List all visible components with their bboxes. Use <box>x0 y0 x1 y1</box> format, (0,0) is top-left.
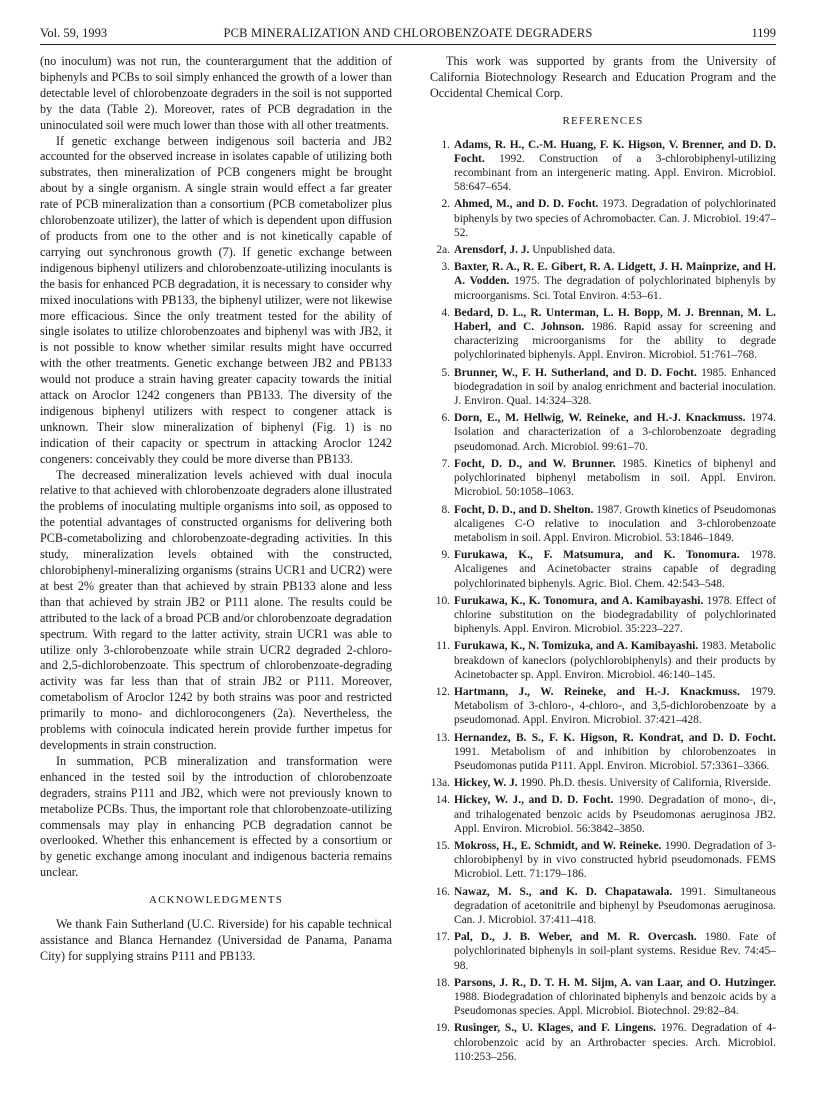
reference-number: 17. <box>435 931 450 944</box>
reference-number: 15. <box>435 839 450 852</box>
reference-item <box>430 503 776 546</box>
reference-list <box>430 138 776 1064</box>
reference-citation: 1985. Kinetics of biphenyl and polychlorinated biphenyl metabolism in soil. Appl. Environ. Microbiol. 50:1058–1063. <box>454 457 776 499</box>
reference-number: 8. <box>441 503 450 516</box>
reference-authors: Dorn, E., M. Hellwig, W. Reineke, and H.-J. Knackmuss. <box>454 412 746 425</box>
reference-item <box>430 776 776 790</box>
reference-item <box>430 685 776 728</box>
right-column <box>430 54 776 1067</box>
reference-citation: 1978. Alcaligenes and Acinetobacter strains capable of degrading polychlorinated biphenyls. Agric. Biol. Chem. 42:543–548. <box>454 549 776 590</box>
page-number: 1199 <box>751 26 776 40</box>
body-paragraph: (no inoculum) was not run, the counterargument that the addition of biphenyls and PCBs to soil simply enhanced the growth of a lower than detectable level of chlorobenzoate degraders in the soil is not supported by the data (Table 2). Moreover, rates of PCB degradation in the uninoculated soil were much lower than those with all other treatments. <box>40 54 392 132</box>
reference-number: 13. <box>435 731 450 744</box>
reference-citation: 1978. Effect of chlorine substitution on the biodegradability of polychlorinated biphenyls. Appl. Environ. Microbiol. 35:223–227. <box>454 594 776 636</box>
reference-number: 16. <box>435 885 450 898</box>
reference-authors: Furukawa, K., F. Matsumura, and K. Tonomura. <box>454 549 740 562</box>
reference-item <box>430 639 776 682</box>
references-heading: REFERENCES <box>562 114 644 127</box>
reference-item <box>430 457 776 500</box>
reference-number: 3. <box>441 261 450 274</box>
reference-authors: Parsons, J. R., D. T. H. M. Sijm, A. van Laar, and O. Hutzinger. <box>454 976 776 989</box>
reference-citation: 1990. Degradation of 3-chlorobiphenyl by in vivo constructed hybrid pseudomonads. FEMS Microbiol. Lett. 71:179–186. <box>454 839 776 881</box>
reference-authors: Ahmed, M., and D. D. Focht. <box>454 198 599 211</box>
running-title: PCB MINERALIZATION AND CHLOROBENZOATE DEGRADERS <box>223 26 593 40</box>
reference-number: 11. <box>436 640 450 653</box>
reference-number: 2. <box>441 198 450 211</box>
reference-item <box>430 731 776 774</box>
reference-citation: 1974. Isolation and characterization of a 3-chlorobenzoate degrading pseudomonad. Arch. Microbiol. 99:61–70. <box>454 412 776 453</box>
reference-number: 18. <box>435 976 450 989</box>
running-header <box>40 22 776 45</box>
reference-authors: Adams, R. H., C.-M. Huang, F. K. Higson, V. Brenner, and D. D. Focht. <box>454 138 776 165</box>
reference-citation: 1979. Metabolism of 3-chloro-, 4-chloro-, and 3,5-dichlorobenzoate by a pseudomonad. Appl. Environ. Microbiol. 37:421–428. <box>454 685 776 727</box>
reference-item <box>430 260 776 303</box>
reference-citation: 1985. Enhanced biodegradation in soil by analog enrichment and bacterial inoculation. J. Environ. Qual. 14:324–328. <box>454 366 776 408</box>
reference-authors: Focht, D. D., and W. Brunner. <box>454 457 616 470</box>
reference-citation: 1975. The degradation of polychlorinated biphenyls by microorganisms. Sci. Total Environ. 4:53–61. <box>454 275 776 302</box>
reference-item <box>430 930 776 973</box>
reference-citation: 1983. Metabolic breakdown of kaneclors (polychlorobiphenyls) and their products by Acinetobacter sp. Appl. Environ. Microbiol. 46:140–145. <box>454 640 776 681</box>
reference-number: 7. <box>441 457 450 470</box>
reference-number: 10. <box>435 594 450 607</box>
reference-number: 9. <box>441 549 450 562</box>
reference-number: 13a. <box>430 777 450 790</box>
reference-item <box>430 885 776 928</box>
left-column <box>40 54 392 965</box>
reference-authors: Pal, D., J. B. Weber, and M. R. Overcash. <box>454 931 697 944</box>
reference-item <box>430 548 776 591</box>
reference-number: 12. <box>435 685 450 698</box>
acknowledgments-text: We thank Fain Sutherland (U.C. Riverside) for his capable technical assistance and Blanca Hernandez (Universidad de Panama, Panama City) for supplying strains P111 and PB133. <box>40 917 392 963</box>
reference-authors: Baxter, R. A., R. E. Gibert, R. A. Lidgett, J. H. Mainprize, and H. A. Vodden. <box>454 261 776 288</box>
reference-item <box>430 366 776 409</box>
reference-authors: Nawaz, M. S., and K. D. Chapatawala. <box>454 885 673 898</box>
reference-citation: 1991. Metabolism of and inhibition by chlorobenzoates in Pseudomonas putida P111. Appl. Environ. Microbiol. 57:3361–3366. <box>454 745 776 772</box>
reference-authors: Hickey, W. J. <box>454 777 518 790</box>
reference-item <box>430 138 776 195</box>
reference-citation: 1992. Construction of a 3-chlorobiphenyl-utilizing recombinant from an intergeneric mating. Appl. Environ. Microbiol. 58:647–654. <box>454 152 776 194</box>
body-paragraph: The decreased mineralization levels achieved with dual inocula relative to that achieved with chlorobenzoate degraders alone illustrated the problems of inoculating multiple organisms into soil, as opposed to the potential advantages of constructed organisms for delivering both PCB-cometabolizing and chlorobenzoate-degrading activities. In this study, mineralization levels obtained with the constructed, chlorobiphenyl-mineralizing organisms (strains UCR1 and UCR2) were at best 2% greater than that achieved by strain PB133 alone and less than that achieved by strain JB2 or P111 alone. The results could be attributed to the lack of a broad PCB and/or chlorobenzoate degradation spectrum. With regard to the latter activity, strain UCR1 was able to utilize only 3-chlorobenzoate while strain UCR2 degraded 2-chloro- and 2,5-dichlorobenzoate. This spectrum of chlorobenzoate-degrading activity was far less than that of strain JB2 or P111. Moreover, cometabolism of Aroclor 1242 by both strains was poor and restricted primarily to mono- and dichlorocongeners (2a). Nevertheless, the problems with coinocula indicated herein provide further impetus for developments in strain construction. <box>40 467 392 752</box>
reference-item <box>430 411 776 454</box>
reference-number: 19. <box>435 1022 450 1035</box>
reference-authors: Focht, D. D., and D. Shelton. <box>454 503 594 516</box>
reference-citation: 1991. Simultaneous degradation of acetonitrile and biphenyl by Pseudomonas aeruginosa. Can. J. Microbiol. 37:411–418. <box>454 885 776 926</box>
reference-authors: Bedard, D. L., R. Unterman, L. H. Bopp, M. J. Brennan, M. L. Haberl, and C. Johnson. <box>454 306 776 334</box>
body-paragraph: In summation, PCB mineralization and transformation were enhanced in the tested soil by the introduction of chlorobenzoate degraders, strains P111 and JB2, which were not previously known to metabolize PCBs. Thus, the important role that chlorobenzoate-utilizing commensals may play in enhancing PCB degradation cannot be overlooked. Whether this enhancement is effected by a consortium or by genetic exchange among inoculant and indigenous bacteria remains unclear. <box>40 753 392 880</box>
reference-number: 5. <box>441 366 450 379</box>
reference-authors: Brunner, W., F. H. Sutherland, and D. D. Focht. <box>454 366 697 379</box>
reference-citation: 1980. Fate of polychlorinated biphenyls in soil-plant systems. Residue Rev. 74:45–98. <box>454 931 776 972</box>
reference-authors: Rusinger, S., U. Klages, and F. Lingens. <box>454 1022 657 1035</box>
reference-number: 14. <box>435 794 450 807</box>
reference-item <box>430 1021 776 1064</box>
reference-authors: Arensdorf, J. J. <box>454 244 530 257</box>
reference-citation: 1973. Degradation of polychlorinated biphenyls by two species of Achromobacter. Can. J. Microbiol. 19:47–52. <box>454 198 776 239</box>
acknowledgments-heading: ACKNOWLEDGMENTS <box>148 894 284 907</box>
reference-item <box>430 839 776 882</box>
reference-authors: Furukawa, K., N. Tomizuka, and A. Kamibayashi. <box>454 640 699 653</box>
reference-item <box>430 793 776 836</box>
reference-citation: 1988. Biodegradation of chlorinated biphenyls and benzoic acids by a Pseudomonas species. Appl. Microbiol. Biotechnol. 29:82–84. <box>454 991 776 1018</box>
reference-item <box>430 306 776 363</box>
reference-citation: 1976. Degradation of 4-chlorobenzoic acid by an Arthrobacter species. Arch. Microbiol. 110:253–256. <box>454 1022 776 1063</box>
reference-authors: Hartmann, J., W. Reineke, and H.-J. Knackmuss. <box>454 685 740 698</box>
reference-authors: Furukawa, K., K. Tonomura, and A. Kamibayashi. <box>454 594 704 607</box>
reference-citation: 1990. Degradation of mono-, di-, and trihalogenated benzoic acids by Pseudomonas aeruginosa JB2. Appl. Environ. Microbiol. 56:3842–3850. <box>454 794 776 835</box>
reference-authors: Hickey, W. J., and D. D. Focht. <box>454 794 614 807</box>
reference-item <box>430 243 776 257</box>
reference-number: 6. <box>441 412 450 425</box>
reference-authors: Mokross, H., E. Schmidt, and W. Reineke. <box>454 839 662 852</box>
reference-item <box>430 976 776 1019</box>
reference-citation: 1990. Ph.D. thesis. University of California, Riverside. <box>520 777 772 790</box>
reference-number: 1. <box>441 138 450 151</box>
reference-number: 4. <box>441 306 450 319</box>
funding-statement: This work was supported by grants from the University of California Biotechnology Research and Education Program and the Occidental Chemical Corp. <box>430 54 776 100</box>
body-paragraph: If genetic exchange between indigenous soil bacteria and JB2 accounted for the observed increase in isolates capable of utilizing both substrates, then mineralization of PCB congeners might be brought about by a single organism. A single strain would effect a far greater rate of PCB mineralization than a consortium (PCB cometabolizer plus chlorobenzoate utilizer), the latter of which is dependent upon diffusion of products from one to the other and is not kinetically capable of carrying out synchronous growth (7). If genetic exchange between indigenous biphenyl utilizers and chlorobenzoate-utilizing inoculants is the basis for enhanced PCB degradation, it is necessary to consider why mixed inoculations with PB133, the biphenyl utilizer, were not likewise more efficacious. Since the only treatment tested for the ability of single isolates to utilize chlorobenzoates and biphenyl was with JB2, it is not possible to know whether similar results might have occurred with the other treatments. Genetic exchange between JB2 and PB133 would not produce a strain having greater capacity towards the initial attack on Aroclor 1242 congeners than PB133. The diversity of the indigenous biphenyl utilizers with respect to congener attack is unknown. Their slow mineralization of biphenyl (Fig. 1) is no indication of their capacity or spectrum in attacking Aroclor 1242 congeners: conceivably they could be more diverse than PB133. <box>40 133 392 466</box>
reference-citation: 1986. Rapid assay for screening and characterizing microorganisms for the ability to degrade polychlorinated biphenyls. Appl. Environ. Microbiol. 51:761–768. <box>454 321 776 362</box>
reference-citation: 1987. Growth kinetics of Pseudomonas alcaligenes C-O relative to inoculation and 3-chlorobenzoate metabolism in soil. Appl. Environ. Microbiol. 53:1846–1849. <box>454 503 776 544</box>
reference-authors: Hernandez, B. S., F. K. Higson, R. Kondrat, and D. D. Focht. <box>454 731 776 744</box>
reference-number: 2a. <box>436 244 450 257</box>
volume-label: Vol. 59, 1993 <box>40 26 108 40</box>
reference-item <box>430 594 776 637</box>
reference-item <box>430 197 776 240</box>
reference-citation: Unpublished data. <box>532 244 616 257</box>
